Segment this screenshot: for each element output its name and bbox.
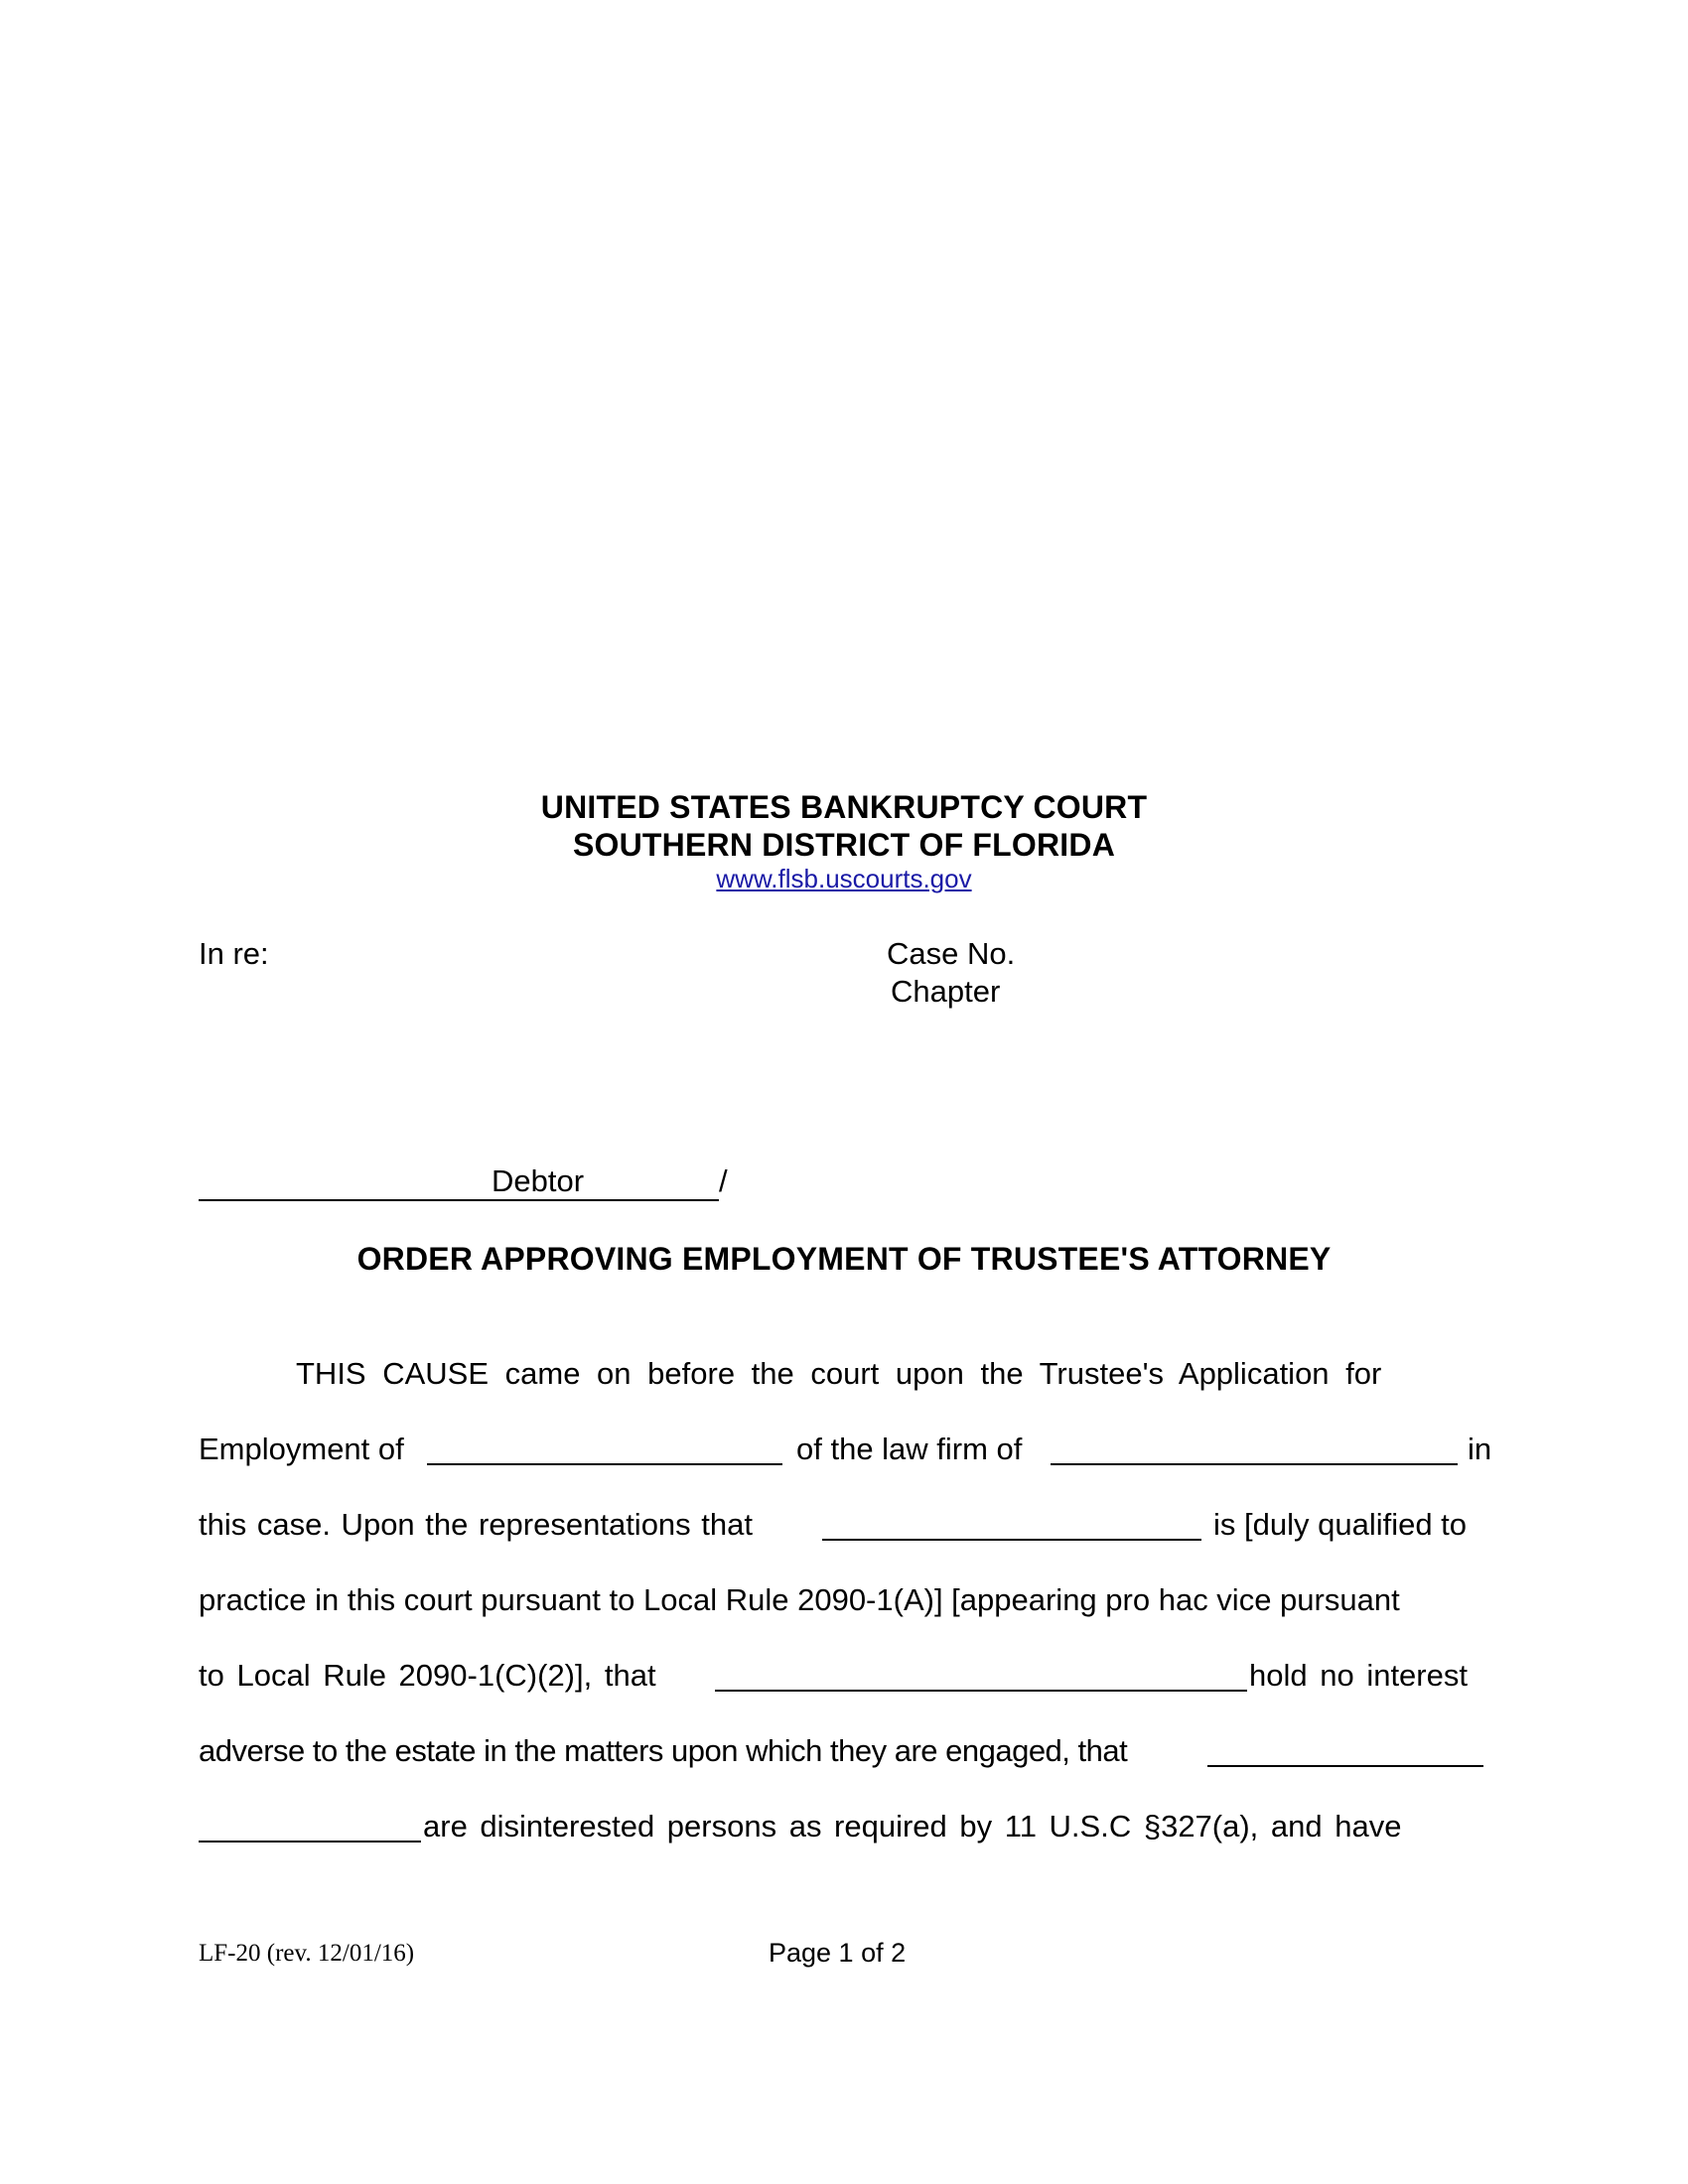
page-number: Page 1 of 2 — [769, 1938, 907, 1968]
form-identifier: LF-20 (rev. 12/01/16) — [199, 1940, 415, 1967]
body-text: Employment of — [199, 1432, 404, 1466]
body-text: THIS CAUSE came on before the court upon the Trustee's Application for — [296, 1356, 1382, 1391]
court-header — [0, 788, 1688, 893]
law-firm-blank — [1051, 1463, 1458, 1465]
body-text: practice in this court pursuant to Local Rule 2090-1(A)] [appearing pro hac vice pursuant — [199, 1582, 1400, 1617]
court-website-link[interactable]: www.flsb.uscourts.gov — [716, 864, 972, 893]
body-text: adverse to the estate in the matters upon which they are engaged, that — [199, 1733, 1128, 1768]
debtor-label: Debtor — [492, 1163, 585, 1198]
debtor-signature-line — [199, 1199, 719, 1201]
chapter-label: Chapter — [891, 974, 1001, 1009]
in-re-label: In re: — [199, 936, 269, 971]
body-line-5 — [199, 1656, 1491, 1696]
disinterested-persons-blank-b — [199, 1841, 421, 1843]
order-title: ORDER APPROVING EMPLOYMENT OF TRUSTEE'S ATTORNEY — [356, 1241, 1332, 1277]
body-text: in — [1468, 1432, 1492, 1466]
body-line-3 — [199, 1505, 1491, 1545]
case-number-label: Case No. — [887, 936, 1016, 971]
body-line-4 — [199, 1580, 1491, 1620]
body-line-2 — [199, 1430, 1491, 1469]
disinterested-persons-blank-a — [1207, 1765, 1483, 1767]
body-text: of the law firm of — [796, 1432, 1023, 1466]
body-text: are disinterested persons as required by 11 U.S.C §327(a), and have — [423, 1809, 1402, 1843]
body-line-1 — [199, 1354, 1491, 1394]
district-name: SOUTHERN DISTRICT OF FLORIDA — [572, 827, 1116, 863]
caption-slash: / — [719, 1163, 728, 1198]
no-interest-blank — [715, 1690, 1247, 1692]
body-text: to Local Rule 2090-1(C)(2)], that — [199, 1658, 656, 1693]
body-line-6 — [199, 1731, 1491, 1771]
attorney-name-blank — [427, 1463, 782, 1465]
court-name: UNITED STATES BANKRUPTCY COURT — [540, 789, 1148, 825]
body-text: hold no interest — [1249, 1658, 1468, 1693]
attorney-qualification-blank — [822, 1539, 1201, 1541]
body-text: is [duly qualified to — [1213, 1507, 1468, 1542]
body-line-7 — [199, 1807, 1491, 1846]
body-text: this case. Upon the representations that — [199, 1507, 753, 1542]
